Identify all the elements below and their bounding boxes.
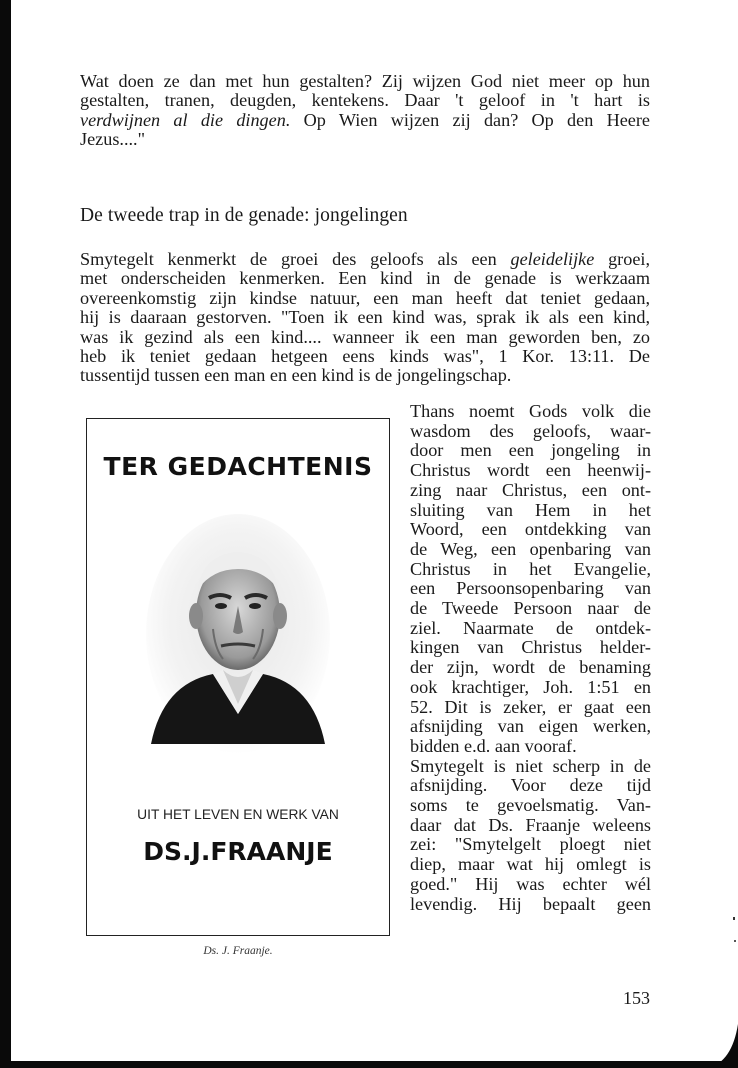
column-line: der zijn, wordt de benaming [410,657,651,678]
text-fragment: Smytegelt kenmerkt de groei des geloofs als een [80,249,511,269]
column-line: 52. Dit is zeker, er gaat een [410,696,651,717]
column-line: afsnijding. Voor deze tijd [410,775,651,796]
text-line [80,111,650,130]
text-line: was ik gezind als een kind.... wanneer ik een man geworden ben, zo [80,326,650,347]
column-line: door men een jongeling in [410,440,651,461]
scan-speck [734,940,736,942]
column-line: Woord, een ontdekking van [410,519,651,540]
column-line: zing naar Christus, een ont- [410,479,651,500]
column-line: afsnijding van eigen werken, [410,716,651,737]
text-line: tussentijd tussen een man en een kind is de jongelingschap. [80,365,512,386]
figure-name: DS.J.FRAANJE [143,837,333,866]
column-line: Christus wordt een heenwij- [410,460,651,481]
text-line: hij is daaraan gestorven. "Toen ik een kind was, sprak ik als een kind, [80,307,650,328]
text-fragment: groei, [594,249,650,269]
page-number: 153 [623,988,650,1008]
column-line: bidden e.d. aan vooraf. [410,735,577,756]
memorial-figure [86,418,390,936]
right-column-text [410,402,651,914]
paragraph-intro [80,72,650,169]
column-line: Smytegelt is niet scherp in de [410,755,651,776]
column-line: ziel. Naarmate de ontdek- [410,617,651,638]
column-line: wasdom des geloofs, waar- [410,420,651,441]
paragraph-body [80,250,650,405]
text-line: met onderscheiden kenmerken. Een kind in de genade is werkzaam [80,268,650,289]
column-line: Christus in het Evangelie, [410,558,651,579]
figure-subtitle: UIT HET LEVEN EN WERK VAN [137,807,339,822]
column-line: daar dat Ds. Fraanje weleens [410,814,651,835]
text-line: gestalten, tranen, deugden, kentekens. Daar 't geloof in 't hart is [80,90,650,111]
text-line: Jezus...." [80,129,146,150]
column-line: goed." Hij was echter wél [410,873,651,894]
text-fragment: Op Wien wijzen zij dan? Op den Heere [290,109,650,130]
figure-caption: Ds. J. Fraanje. [203,945,273,957]
scan-edge-left [0,0,11,1068]
page-curl-corner [708,1024,738,1068]
column-line: de Tweede Persoon naar de [410,598,651,619]
column-line: zei: "Smytelgelt ploegt niet [410,834,651,855]
column-line: Thans noemt Gods volk die [410,401,651,421]
column-line: levendig. Hij bepaalt geen [410,893,651,914]
column-line: ook krachtiger, Joh. 1:51 en [410,676,651,697]
italic-word: geleidelijke [510,249,595,269]
column-line: kingen van Christus helder- [410,637,651,658]
portrait-photo [143,514,333,759]
column-line: de Weg, een openbaring van [410,538,651,559]
scan-speck [733,917,735,920]
section-heading: De tweede trap in de genade: jongelingen [80,205,408,226]
text-line: overeenkomstig zijn kindse natuur, een man heeft dat teniet gedaan, [80,287,650,308]
column-line: soms te gevoelsmatig. Van- [410,795,651,816]
column-line: diep, maar wat hij omlegt is [410,854,651,875]
text-line: heb ik teniet gedaan hetgeen eens kinds was", 1 Kor. 13:11. De [80,346,650,367]
scan-edge-bottom [0,1061,738,1068]
text-line [80,250,650,269]
text-line: Wat doen ze dan met hun gestalten? Zij wijzen God niet meer op hun [80,71,650,91]
italic-phrase: verdwijnen al die dingen. [80,109,291,130]
column-line: sluiting van Hem in het [410,499,651,520]
column-line: een Persoonsopenbaring van [410,578,651,599]
figure-title: TER GEDACHTENIS [103,452,373,481]
